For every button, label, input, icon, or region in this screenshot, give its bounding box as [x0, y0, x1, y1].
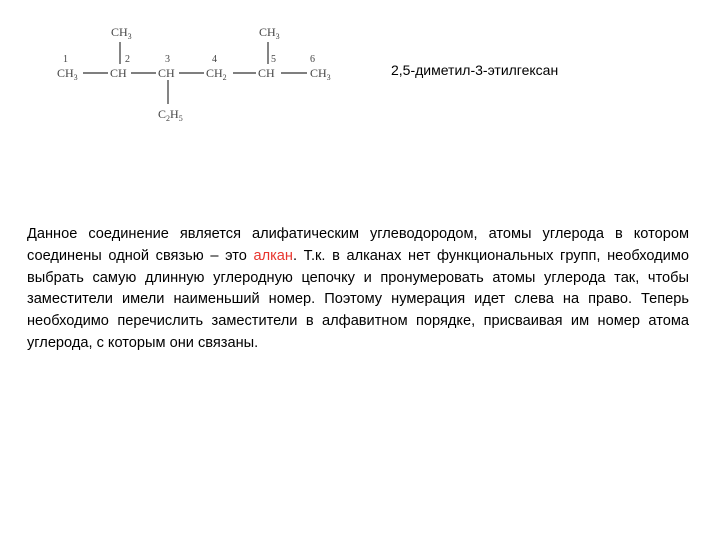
atom-number: 4	[212, 54, 217, 65]
atom-number: 6	[310, 54, 315, 65]
description-text: Данное соединение является алифатическим углеводородом, атомы углерода в котором соединены одной связью – это	[27, 226, 689, 264]
structural-formula	[0, 0, 720, 140]
atom-number: 1	[63, 54, 68, 65]
chain-group-c1: $CH_3$	[57, 66, 78, 82]
chain-group-c5: CH	[258, 66, 275, 80]
svg-text:C2H5: $C_2H_5$	[158, 107, 183, 123]
compound-name: 2,5-диметил-3-этилгексан	[391, 62, 559, 78]
chain-group-c6: $CH_3$	[310, 66, 331, 82]
svg-text:CH3: $CH_3$	[259, 25, 280, 41]
description-paragraph	[27, 224, 689, 355]
atom-number: 3	[165, 54, 170, 65]
description-text-continued: . Т.к. в алканах нет функциональных групп, необходимо выбрать самую длинную углеродную цепочку и пронумеровать атомы углерода так, чтобы заместители имели наименьший номер. Поэтому нумерация идет слева на право. Теперь необходимо перечислить заместители в алфавитном порядке, присваивая им номер атома углерода, с которым они связаны.	[27, 247, 689, 351]
chain-group-c4: $CH_2$	[206, 66, 227, 82]
chain-group-c3: CH	[158, 66, 175, 80]
chain-group-c2: CH	[110, 66, 127, 80]
svg-text:CH3: $CH_3$	[111, 25, 132, 41]
atom-number: 5	[271, 54, 276, 65]
substituent-methyl-c5	[259, 25, 280, 41]
substituent-ethyl-c3	[158, 107, 183, 123]
atom-number: 2	[125, 54, 130, 65]
substituent-methyl-c2	[111, 25, 132, 41]
highlighted-term: алкан	[253, 247, 293, 264]
